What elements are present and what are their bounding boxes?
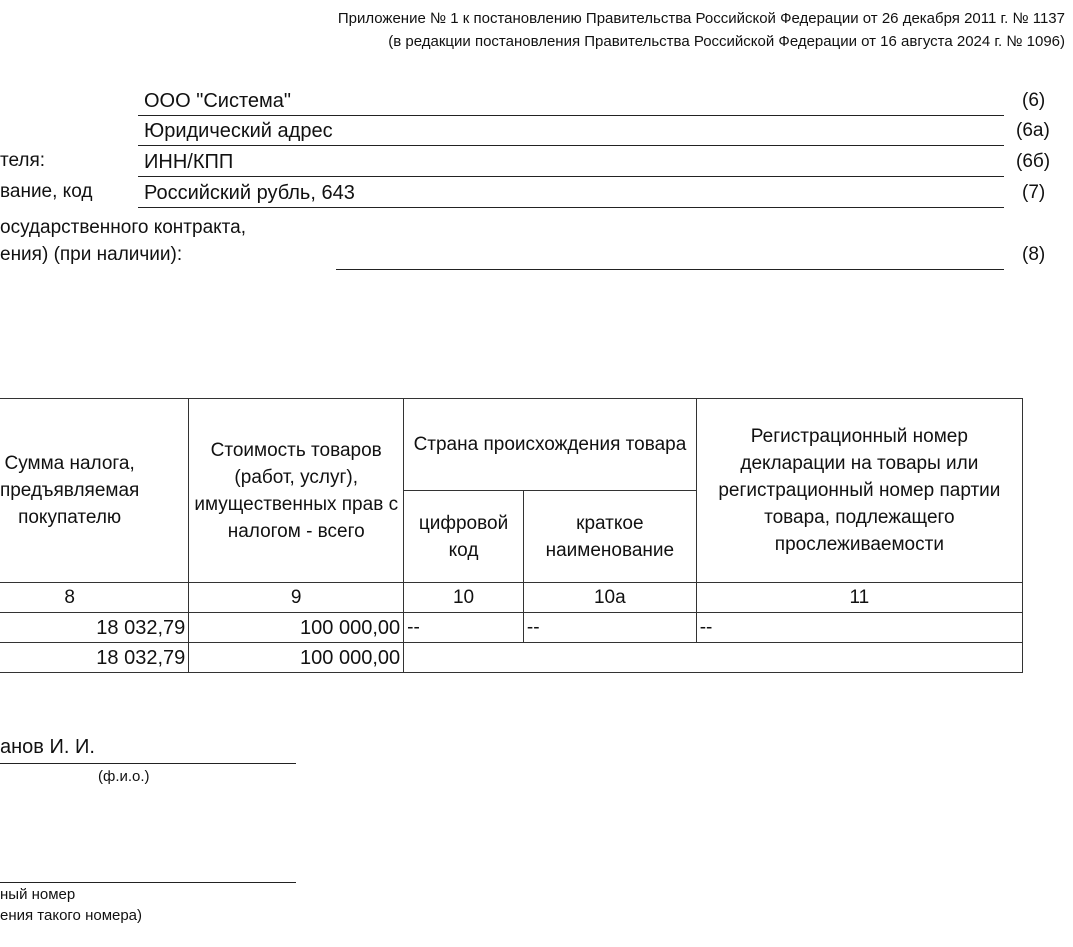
- footer-line-1: ный номер: [0, 886, 76, 903]
- field-currency-code: (7): [1022, 182, 1046, 203]
- contract-value-line: [336, 241, 1004, 270]
- field-inn-label: теля:: [0, 150, 46, 171]
- field-inn-value: ИНН/КПП: [138, 149, 1004, 177]
- row-country-code: --: [404, 613, 524, 643]
- footer-line-2: ения такого номера): [0, 907, 143, 924]
- col-number: 10а: [523, 583, 696, 613]
- total-empty: [404, 643, 1023, 673]
- contract-label-line-1: осударственного контракта,: [0, 217, 246, 238]
- col-number: 9: [189, 583, 404, 613]
- signature-caption: (ф.и.о.): [98, 768, 150, 785]
- row-cost: 100 000,00: [189, 613, 404, 643]
- header-line-2: (в редакции постановления Правительства Российской Федерации от 16 августа 2024 г. № 1096): [388, 33, 1065, 50]
- col-number: 10: [404, 583, 524, 613]
- header-reg-number: Регистрационный номер декларации на товары или регистрационный номер партии товара, подлежащего прослеживаемости: [696, 399, 1022, 583]
- header-line-1: Приложение № 1 к постановлению Правительства Российской Федерации от 26 декабря 2011 г. № 1137: [337, 10, 1065, 27]
- field-seller-code: (6): [1022, 90, 1046, 111]
- header-country-name: краткое наименование: [523, 491, 696, 583]
- field-address-code: (6а): [1016, 120, 1050, 141]
- header-tax-amount: Сумма налога, предъявляемая покупателю: [0, 399, 189, 583]
- total-cost: 100 000,00: [189, 643, 404, 673]
- field-seller-value: ООО "Система": [138, 88, 1004, 116]
- row-tax: 18 032,79: [0, 613, 189, 643]
- field-currency-value: Российский рубль, 643: [138, 180, 1004, 208]
- contract-label-line-2: ения) (при наличии):: [0, 244, 183, 265]
- field-inn-code: (6б): [1016, 151, 1051, 172]
- footer-line: [0, 882, 296, 883]
- contract-code: (8): [1022, 244, 1046, 265]
- row-country-name: --: [523, 613, 696, 643]
- col-number: 11: [696, 583, 1022, 613]
- signature-line: [0, 763, 296, 764]
- total-tax: 18 032,79: [0, 643, 189, 673]
- total-row: [0, 643, 1023, 673]
- row-reg-number: --: [696, 613, 1022, 643]
- table-row: [0, 613, 1023, 643]
- header-country: Страна происхождения товара: [404, 399, 697, 491]
- invoice-table: [0, 398, 1023, 673]
- field-address-value: Юридический адрес: [138, 118, 1004, 146]
- column-numbers-row: [0, 583, 1023, 613]
- field-currency-label: вание, код: [0, 181, 93, 202]
- signature-name: анов И. И.: [0, 736, 95, 758]
- col-number: 8: [0, 583, 189, 613]
- header-country-code: цифровой код: [404, 491, 524, 583]
- header-cost-total: Стоимость товаров (работ, услуг), имущественных прав с налогом - всего: [189, 399, 404, 583]
